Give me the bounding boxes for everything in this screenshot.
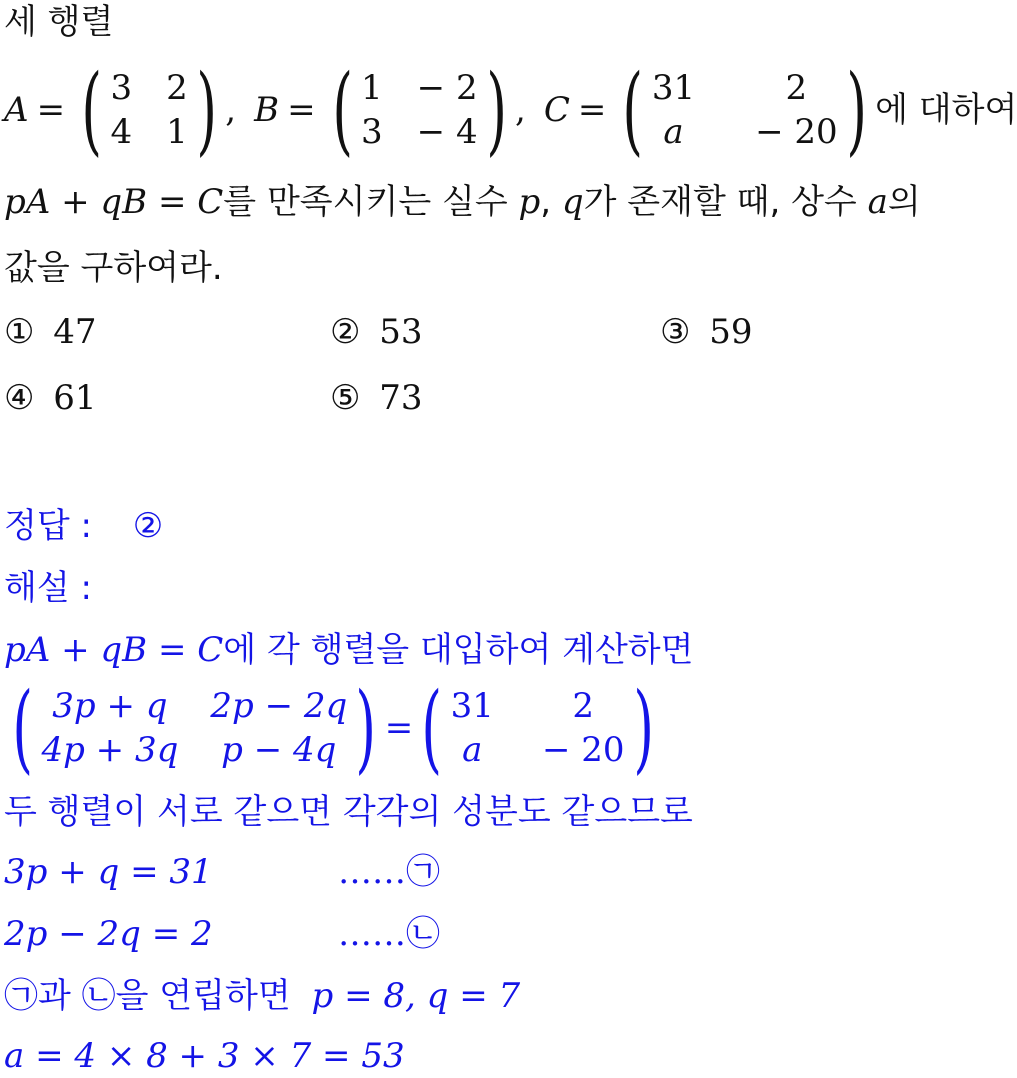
equation-1 [4,850,440,894]
step1-text: 에 각 행렬을 대입하여 계산하면 [223,630,694,670]
final-calculation: a = 4 × 8 + 3 × 7 = 53 [4,1036,405,1076]
matrix-c-cell: 2 [785,68,808,108]
answer-value: ② [132,506,164,546]
equation-2 [4,912,440,956]
choice-value: 61 [53,378,97,418]
problem-condition-line: pA + qB = C를 만족시키는 실수 p, q가 존재할 때, 상수 a의 [4,182,921,222]
var-a: a [867,182,888,222]
choice-value: 47 [53,312,97,352]
rhs-cell: 2 [572,686,595,726]
matrix-c-cell: − 20 [755,112,838,152]
choice-mark: ① [4,312,35,352]
lhs-cell: 3p + q [52,686,168,726]
matrix-b-cell: 1 [361,68,383,108]
matrix-b: ( 1 − 2 3 − 4 ) [331,54,507,166]
matrix-definition-line: A = ( 3 2 4 1 ) , B = ( 1 − 2 3 − 4 ) , C = ( 31 2 a − 20 ) 에 대하여 [4,54,1017,166]
choice-1[interactable] [4,310,97,354]
rhs-cell: a [462,730,483,770]
choice-mark: ③ [660,312,691,352]
matrix-a: ( 3 2 4 1 ) [81,54,217,166]
choice-mark: ④ [4,378,35,418]
equation-2-tag: ……㉡ [338,914,440,954]
lhs-cell: 4p + 3q [41,730,179,770]
solution-step-1 [4,628,694,672]
condition-text: 를 만족시키는 실수 [223,182,508,222]
problem-title: 세 행렬 [4,2,114,42]
matrix-c-cell: a [663,112,684,152]
rhs-cell: 31 [450,686,494,726]
condition-text-2: 가 존재할 때, 상수 [583,182,857,222]
equation-2-expr: 2p − 2q = 2 [4,914,213,954]
step3-text: ㉠과 ㉡을 연립하면 [4,976,291,1016]
explanation-label: 해설 : [4,568,92,608]
matrix-b-name: B [254,90,280,130]
answer-line [4,504,163,548]
matrix-b-cell: − 4 [416,112,478,152]
lhs-cell: 2p − 2q [210,686,348,726]
choice-4[interactable] [4,376,97,420]
matrix-b-cell: − 2 [416,68,478,108]
equals-sign: = [384,708,414,748]
choice-2[interactable] [330,310,423,354]
matrix-a-cell: 2 [166,68,188,108]
equation-1-tag: ……㉠ [338,852,440,892]
matrix-a-cell: 4 [110,112,133,152]
answer-label: 정답 : [4,506,92,546]
step1-expression: pA + qB = C [4,630,224,670]
solution-step-2: 두 행렬이 서로 같으면 각각의 성분도 같으므로 [4,792,693,832]
lhs-matrix: ( 3p + q 2p − 2q 4p + 3q p − 4q ) [12,672,377,784]
problem-question-line: 값을 구하여라. [4,248,223,288]
matrix-c-name: C [543,90,570,130]
rhs-cell: − 20 [541,730,625,770]
matrix-a-name: A [4,90,29,130]
condition-text-3: 의 [887,182,921,222]
var-q: q [561,182,584,222]
choice-mark: ⑤ [330,378,361,418]
lhs-cell: p − 4q [221,730,337,770]
matrix-c: ( 31 2 a − 20 ) [622,54,867,166]
solution-step-3 [4,974,520,1018]
matrix-equation [4,672,662,784]
matrix-c-cell: 31 [651,68,696,108]
step3-values: p = 8, q = 7 [311,976,521,1016]
equation-1-expr: 3p + q = 31 [4,852,213,892]
rhs-matrix: ( 31 2 a − 20 ) [421,672,654,784]
choice-value: 53 [379,312,423,352]
choice-3[interactable] [660,310,753,354]
var-p: p [518,182,541,222]
matrix-a-cell: 3 [110,68,133,108]
choice-value: 59 [709,312,753,352]
choice-5[interactable] [330,376,423,420]
choice-value: 73 [379,378,423,418]
condition-expression: pA + qB = C [4,182,224,222]
matrix-b-cell: 3 [361,112,383,152]
line1-suffix: 에 대하여 [875,90,1017,130]
matrix-a-cell: 1 [166,112,188,152]
choice-mark: ② [330,312,361,352]
